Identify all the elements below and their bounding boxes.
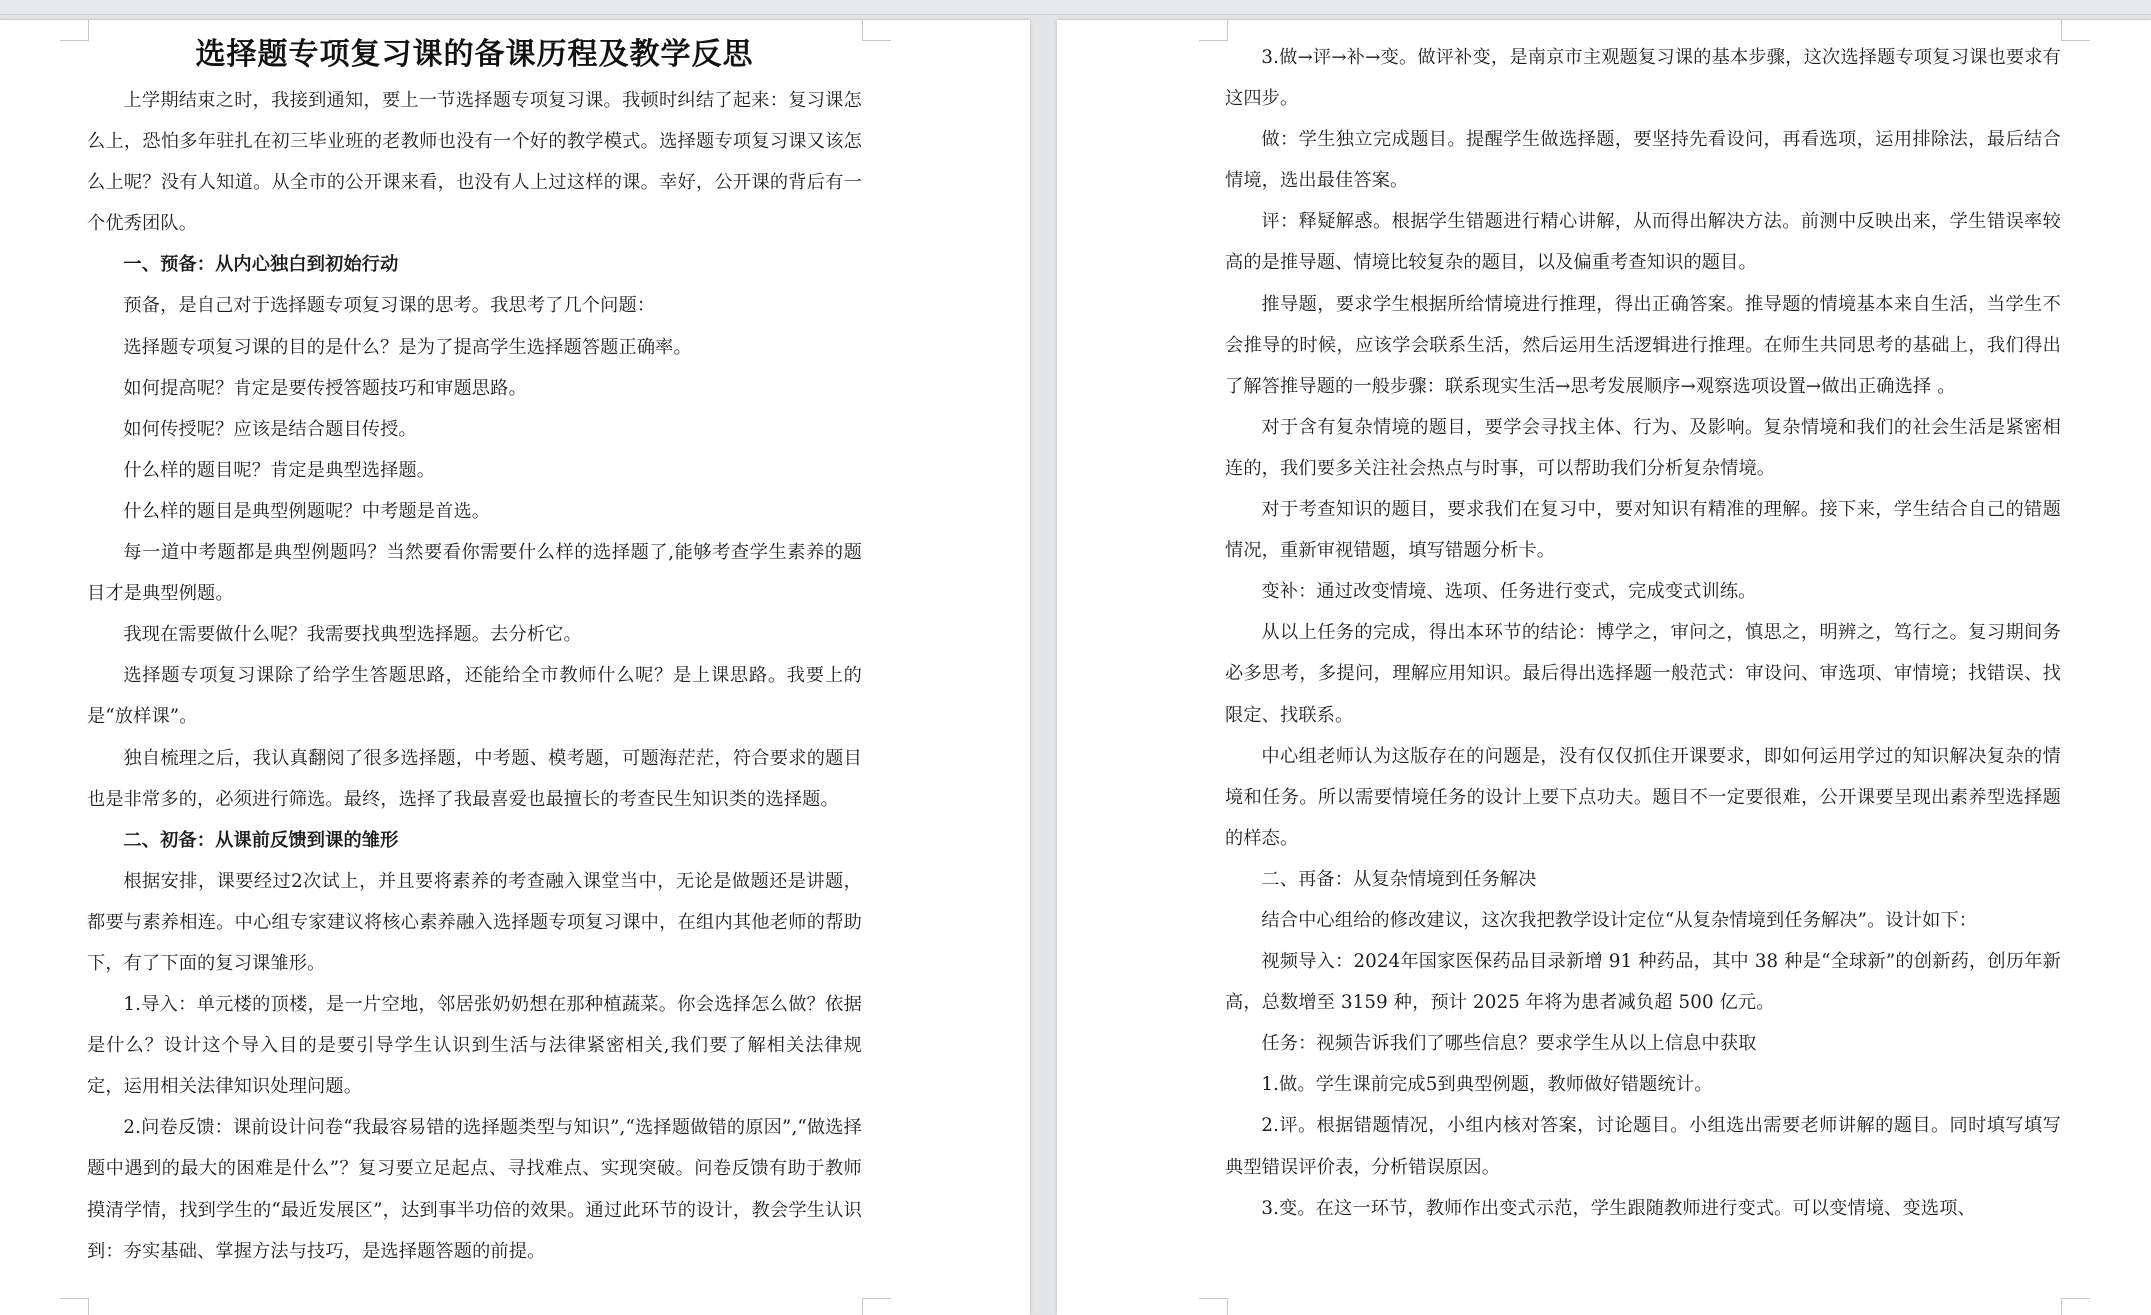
paragraph: 1.导入：单元楼的顶楼，是一片空地，邻居张奶奶想在那种植蔬菜。你会选择怎么做？依据是什么？设计这个导入目的是要引导学生认识到生活与法律紧密相关,我们要了解相关法律规定，运用相关法律知识处理问题。 [87, 994, 862, 1098]
page-corner-mark [1199, 20, 1228, 41]
section-heading: 二、初备：从课前反馈到课的雏形 [123, 829, 399, 851]
paragraph: 中心组老师认为这版存在的问题是，没有仅仅抓住开课要求，即如何运用学过的知识解决复杂的情境和任务。所以需要情境任务的设计上要下点功夫。题目不一定要很难，公开课要呈现出素养型选择题的样态。 [1225, 745, 2061, 849]
paragraph: 3.变。在这一环节，教师作出变式示范，学生跟随教师进行变式。可以变情境、变选项、 [1261, 1197, 1976, 1219]
section-heading: 一、预备：从内心独白到初始行动 [123, 254, 399, 276]
paragraph: 3.做→评→补→变。做评补变，是南京市主观题复习课的基本步骤，这次选择题专项复习课也要求有这四步。 [1225, 47, 2061, 110]
section-heading: 二、再备：从复杂情境到任务解决 [1261, 868, 1537, 890]
paragraph: 结合中心组给的修改建议，这次我把教学设计定位“从复杂情境到任务解决”。设计如下： [1261, 909, 1978, 931]
page-corner-mark [60, 20, 89, 41]
page-corner-mark [1199, 1298, 1228, 1315]
paragraph: 选择题专项复习课除了给学生答题思路，还能给全市教师什么呢？是上课思路。我要上的是“放样课”。 [87, 665, 862, 728]
paragraph: 评：释疑解惑。根据学生错题进行精心讲解，从而得出解决方法。前测中反映出来，学生错误率较高的是推导题、情境比较复杂的题目，以及偏重考查知识的题目。 [1225, 211, 2061, 274]
page-corner-mark [2061, 20, 2090, 41]
paragraph: 推导题，要求学生根据所给情境进行推理，得出正确答案。推导题的情境基本来自生活，当学生不会推导的时候，应该学会联系生活，然后运用生活逻辑进行推理。在师生共同思考的基础上，我们得出了解答推导题的一般步骤：联系现实生活→思考发展顺序→观察选项设置→做出正确选择 。 [1225, 293, 2061, 397]
paragraph: 什么样的题目是典型例题呢？中考题是首选。 [123, 500, 491, 522]
page-corner-mark [2061, 1298, 2090, 1315]
paragraph: 独自梳理之后，我认真翻阅了很多选择题，中考题、模考题，可题海茫茫，符合要求的题目也是非常多的，必须进行筛选。最终，选择了我最喜爱也最擅长的考查民生知识类的选择题。 [87, 747, 862, 810]
document-title: 选择题专项复习课的备课历程及教学反思 [195, 37, 754, 72]
paragraph: 我现在需要做什么呢？我需要找典型选择题。去分析它。 [123, 624, 582, 646]
paragraph: 做：学生独立完成题目。提醒学生做选择题，要坚持先看设问，再看选项，运用排除法，最后结合情境，选出最佳答案。 [1225, 129, 2061, 192]
page-corner-mark [60, 1298, 89, 1315]
page-body [87, 20, 862, 1272]
paragraph: 从以上任务的完成，得出本环节的结论：博学之，审问之，慎思之，明辨之，笃行之。复习期间务必多思考，多提问，理解应用知识。最后得出选择题一般范式：审设问、审选项、审情境；找错误、找限定、找联系。 [1225, 622, 2061, 726]
document-page-left [0, 20, 1030, 1315]
paragraph: 视频导入：2024年国家医保药品目录新增 91 种药品，其中 38 种是“全球新”的创新药，创历年新高，总数增至 3159 种，预计 2025 年将为患者减负超 500 亿元。 [1225, 951, 2061, 1014]
viewer-top-strip [0, 0, 2151, 15]
paragraph: 预备，是自己对于选择题专项复习课的思考。我思考了几个问题： [123, 295, 656, 317]
paragraph: 任务：视频告诉我们了哪些信息？要求学生从以上信息中获取 [1261, 1033, 1757, 1055]
paragraph: 对于含有复杂情境的题目，要学会寻找主体、行为、及影响。复杂情境和我们的社会生活是紧密相连的，我们要多关注社会热点与时事，可以帮助我们分析复杂情境。 [1225, 416, 2061, 479]
page-corner-mark [862, 20, 891, 41]
paragraph: 每一道中考题都是典型例题吗？当然要看你需要什么样的选择题了,能够考查学生素养的题目才是典型例题。 [87, 542, 862, 605]
paragraph: 对于考查知识的题目，要求我们在复习中，要对知识有精准的理解。接下来，学生结合自己的错题情况，重新审视错题，填写错题分析卡。 [1225, 499, 2061, 562]
paragraph: 变补：通过改变情境、选项、任务进行变式，完成变式训练。 [1261, 581, 1757, 603]
paragraph: 2.评。根据错题情况，小组内核对答案，讨论题目。小组选出需要老师讲解的题目。同时填写填写典型错误评价表，分析错误原因。 [1225, 1115, 2061, 1178]
paragraph: 如何传授呢？应该是结合题目传授。 [123, 418, 417, 440]
page-body [1225, 37, 2061, 1229]
paragraph: 什么样的题目呢？肯定是典型选择题。 [123, 459, 436, 481]
page-corner-mark [862, 1298, 891, 1315]
paragraph: 2.问卷反馈：课前设计问卷“我最容易错的选择题类型与知识”,“选择题做错的原因”,“做选择题中遇到的最大的困难是什么”？复习要立足起点、寻找难点、实现突破。问卷反馈有助于教师摸清学情，找到学生的“最近发展区”，达到事半功倍的效果。通过此环节的设计，教会学生认识到：夯实基础、掌握方法与技巧，是选择题答题的前提。 [87, 1117, 862, 1262]
paragraph: 1.做。学生课前完成5到典型例题，教师做好错题统计。 [1261, 1074, 1713, 1096]
paragraph: 根据安排，课要经过2次试上，并且要将素养的考查融入课堂当中，无论是做题还是讲题，都要与素养相连。中心组专家建议将核心素养融入选择题专项复习课中，在组内其他老师的帮助下，有了下面的复习课雏形。 [87, 870, 862, 974]
paragraph: 上学期结束之时，我接到通知，要上一节选择题专项复习课。我顿时纠结了起来：复习课怎么上，恐怕多年驻扎在初三毕业班的老教师也没有一个好的教学模式。选择题专项复习课又该怎么上呢？没有人知道。从全市的公开课来看，也没有人上过这样的课。幸好，公开课的背后有一个优秀团队。 [87, 90, 862, 235]
document-page-right [1057, 20, 2151, 1315]
paragraph: 如何提高呢？肯定是要传授答题技巧和审题思路。 [123, 377, 527, 399]
paragraph: 选择题专项复习课的目的是什么？是为了提高学生选择题答题正确率。 [123, 336, 692, 358]
